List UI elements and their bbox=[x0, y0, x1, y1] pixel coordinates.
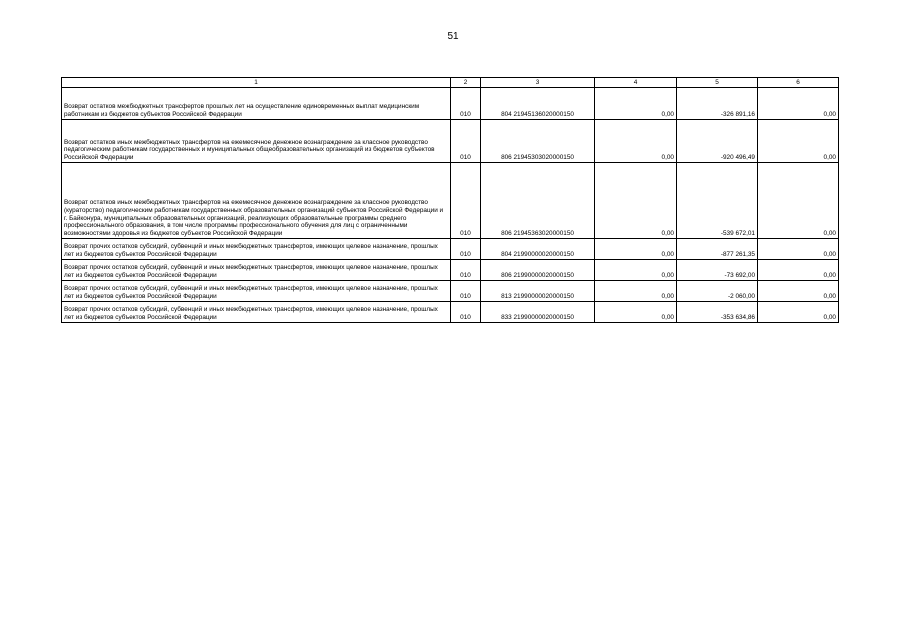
row-name: Возврат остатков иных межбюджетных трансфертов на ежемесячное денежное вознаграждение за классное руководство педагогическим работникам государственных и муниципальных общеобразовательных организаций из бюджетов субъектов Российской Федерации bbox=[62, 120, 451, 163]
row-col4-value: 0,00 bbox=[595, 260, 677, 281]
row-col6-value: 0,00 bbox=[758, 239, 839, 260]
row-line-code: 010 bbox=[451, 239, 481, 260]
row-line-code: 010 bbox=[451, 260, 481, 281]
row-line-code: 010 bbox=[451, 120, 481, 163]
header-col-6: 6 bbox=[758, 78, 839, 88]
row-line-code: 010 bbox=[451, 163, 481, 239]
row-name: Возврат прочих остатков субсидий, субвенций и иных межбюджетных трансфертов, имеющих целевое назначение, прошлых лет из бюджетов субъектов Российской Федерации bbox=[62, 239, 451, 260]
row-col6-value: 0,00 bbox=[758, 120, 839, 163]
row-col4-value: 0,00 bbox=[595, 239, 677, 260]
page-number: 51 bbox=[447, 31, 459, 42]
row-col5-value: -73 692,00 bbox=[677, 260, 758, 281]
row-col4-value: 0,00 bbox=[595, 88, 677, 120]
row-col6-value: 0,00 bbox=[758, 302, 839, 323]
row-budget-code: 806 21945303020000150 bbox=[481, 120, 595, 163]
row-budget-code: 806 21945363020000150 bbox=[481, 163, 595, 239]
row-budget-code: 813 21990000020000150 bbox=[481, 281, 595, 302]
row-name: Возврат остатков межбюджетных трансфертов прошлых лет на осуществление единовременных выплат медицинским работникам из бюджетов субъектов Российской Федерации bbox=[62, 88, 451, 120]
report-table bbox=[61, 77, 839, 323]
header-col-2: 2 bbox=[451, 78, 481, 88]
header-col-5: 5 bbox=[677, 78, 758, 88]
row-col5-value: -877 261,35 bbox=[677, 239, 758, 260]
header-row bbox=[62, 78, 839, 88]
row-col5-value: -539 672,01 bbox=[677, 163, 758, 239]
row-col5-value: -920 496,49 bbox=[677, 120, 758, 163]
row-col6-value: 0,00 bbox=[758, 88, 839, 120]
table-row bbox=[62, 88, 839, 120]
row-col5-value: -353 634,86 bbox=[677, 302, 758, 323]
row-name: Возврат прочих остатков субсидий, субвенций и иных межбюджетных трансфертов, имеющих целевое назначение, прошлых лет из бюджетов субъектов Российской Федерации bbox=[62, 260, 451, 281]
row-budget-code: 806 21990000020000150 bbox=[481, 260, 595, 281]
row-name: Возврат прочих остатков субсидий, субвенций и иных межбюджетных трансфертов, имеющих целевое назначение, прошлых лет из бюджетов субъектов Российской Федерации bbox=[62, 302, 451, 323]
row-line-code: 010 bbox=[451, 88, 481, 120]
header-col-3: 3 bbox=[481, 78, 595, 88]
row-name: Возврат остатков иных межбюджетных трансфертов на ежемесячное денежное вознаграждение за классное руководство (кураторство) педагогическим работникам государственных образовательных организаций субъектов Российской Федерации и г. Байконура, муниципальных образовательных организаций, реализующих образовательные программы среднего профессионального образования, в том числе программы профессионального обучения для лиц с ограниченными возможностями здоровья из бюджетов субъектов Российской Федерации bbox=[62, 163, 451, 239]
row-name: Возврат прочих остатков субсидий, субвенций и иных межбюджетных трансфертов, имеющих целевое назначение, прошлых лет из бюджетов субъектов Российской Федерации bbox=[62, 281, 451, 302]
row-col4-value: 0,00 bbox=[595, 120, 677, 163]
row-col6-value: 0,00 bbox=[758, 163, 839, 239]
table-row bbox=[62, 281, 839, 302]
row-line-code: 010 bbox=[451, 281, 481, 302]
header-col-4: 4 bbox=[595, 78, 677, 88]
row-budget-code: 804 21945136020000150 bbox=[481, 88, 595, 120]
table-row bbox=[62, 302, 839, 323]
table-row bbox=[62, 260, 839, 281]
row-col6-value: 0,00 bbox=[758, 260, 839, 281]
row-col4-value: 0,00 bbox=[595, 302, 677, 323]
row-budget-code: 833 21990000020000150 bbox=[481, 302, 595, 323]
table-row bbox=[62, 120, 839, 163]
row-col4-value: 0,00 bbox=[595, 163, 677, 239]
row-budget-code: 804 21990000020000150 bbox=[481, 239, 595, 260]
row-col5-value: -2 060,00 bbox=[677, 281, 758, 302]
table-row bbox=[62, 239, 839, 260]
header-col-1: 1 bbox=[62, 78, 451, 88]
row-col6-value: 0,00 bbox=[758, 281, 839, 302]
row-line-code: 010 bbox=[451, 302, 481, 323]
row-col5-value: -326 891,16 bbox=[677, 88, 758, 120]
table-row bbox=[62, 163, 839, 239]
row-col4-value: 0,00 bbox=[595, 281, 677, 302]
